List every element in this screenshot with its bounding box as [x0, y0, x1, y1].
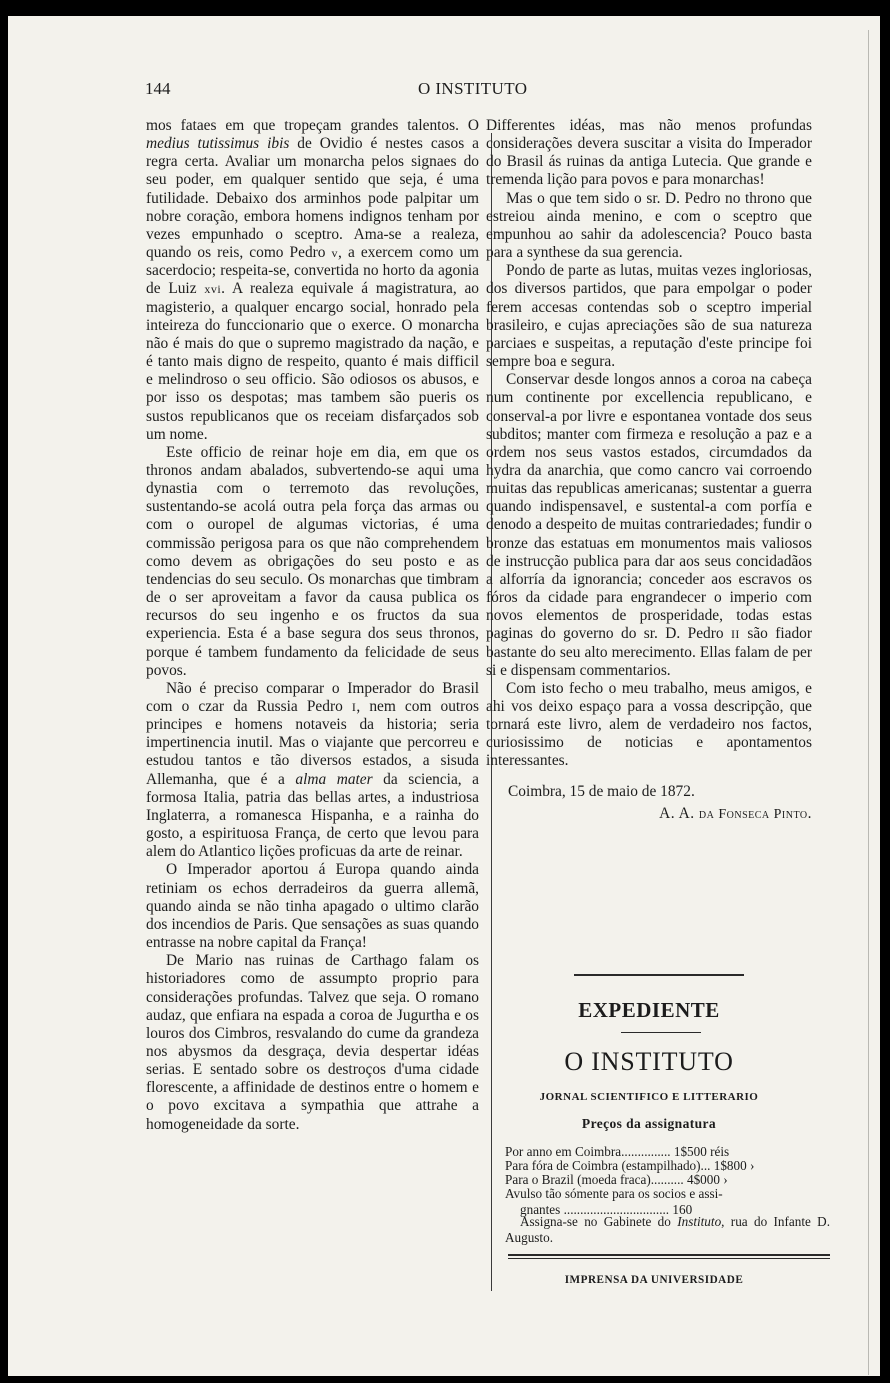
- page-number: 144: [145, 79, 171, 98]
- price-row-avulso-cont: gnantes ................................ 160: [520, 1202, 693, 1217]
- left-paragraph-3: Não é preciso comparar o Imperador do Brasil com o czar da Russia Pedro I, nem com outros principes e homens notaveis da historia; seria impertinencia inutil. Mas o viajante que percorreu e estudou tantos e tão diversos estados, a sisuda Allemanha, que é a alma mater da sciencia, a formosa Italia, patria das bellas artes, a industriosa Inglaterra, a romanesca Hispanha, e a rainha do gosto, a espirituosa França, de certo que levou para alem do Atlantico lições proficuas da arte de reinar.: [146, 679, 479, 861]
- journal-name: O INSTITUTO: [564, 1047, 734, 1076]
- latin-quote: medius tutissimus ibis: [146, 135, 290, 153]
- right-paragraph-4: Conservar desde longos annos a coroa na cabeça num continente por excellencia republicano, e conserval-a por livre e espontanea vontade dos seus subditos; manter com firmeza e resolução a paz e a ordem nos seus vastos estados, circumdados da hydra da anarchia, que como cancro vai corroendo muitas das republicas americanas; sustentar a guerra quando indispensavel, e sustental-a com porfía e denodo a despeito de muitas contrariedades; fundir o bronze das estatuas em monumentos mais valiosos de instrucção publica para dar aos seus concidadãos a alforría da ignorancia; conceder aos escravos os fóros da cidade para engrandecer o imperio com novos elementos de prosperidade, todas estas paginas do governo do sr. D. Pedro II são fiador bastante do seu alto merecimento. Ellas falam de per si e dispensam commentarios.: [486, 371, 812, 679]
- price-row-avulso: Avulso tão sómente para os socios e assi-: [505, 1186, 723, 1201]
- footer-double-rule-bottom: [508, 1258, 830, 1259]
- expediente-heading: EXPEDIENTE: [578, 998, 720, 1022]
- author-signature: A. A. da Fonseca Pinto.: [659, 804, 812, 822]
- section-divider-rule: [574, 974, 744, 976]
- left-paragraph-1: mos fataes em que tropeçam grandes talentos. O medius tutissimus ibis de Ovidio é nestes casos a regra certa. Avaliar um monarcha pelos signaes do seu poder, em qualquer sentido que seja, é uma futilidade. Debaixo dos arminhos pode palpitar um nobre coração, embora homens indignos tenham por vezes empunhado o sceptro. Ama-se a realeza, quando os reis, como Pedro v, a exercem como um sacerdocio; respeita-se, convertida no horto da agonia de Luiz xvi. A realeza equivale á magistratura, ao magisterio, a qualquer encargo social, honrado pela inteireza do funccionario que o exerce. O monarcha não é mais do que o supremo magistrado da nação, e é tanto mais digno de respeito, quanto é mais difficil e melindroso o seu officio. São odiosos os abusos, e por isso os despotas; mas tambem são pueris os sustos republicanos que os receiam disfarçados sob um nome.: [146, 117, 480, 443]
- price-row: Para fóra de Coimbra (estampilhado)... 1$800 ›: [505, 1158, 755, 1173]
- right-text-column: [486, 117, 812, 824]
- footer-double-rule-top: [508, 1254, 830, 1256]
- dateline: Coimbra, 15 de maio de 1872.: [508, 782, 695, 800]
- heading-underline-rule: [621, 1032, 701, 1033]
- subscription-office-note: Assigna-se no Gabinete do Instituto, rua do Infante D. Augusto.: [505, 1214, 831, 1245]
- journal-subtitle: JORNAL SCIENTIFICO E LITTERARIO: [539, 1091, 759, 1103]
- alma-mater-italic: alma mater: [295, 770, 373, 788]
- left-paragraph-2: Este officio de reinar hoje em dia, em que os thronos andam abalados, subvertendo-se aqui uma dynastia com o terremoto das revoluções, sustentando-se acolá outra pela força das armas ou com o ouropel de algumas victorias, é uma commissão perigosa para os que não comprehendem como devem as obrigações do seu posto e as tendencias do seu seculo. Os monarchas que timbram de o ser aproveitam a favor da causa publica os recursos do seu ingenho e os fructos da sua experiencia. Esta é a base segura dos seus thronos, porque é tambem fundamento da felicidade de seus povos.: [146, 443, 479, 679]
- left-text-column: [146, 117, 479, 1134]
- left-paragraph-4: O Imperador aportou á Europa quando ainda retiniam os echos derradeiros da guerra allemã, quando ainda se não tinha apagado o ultimo clarão dos incendios de Paris. Que sensações as suas quando entrasse na nobre capital da França!: [146, 861, 479, 952]
- price-row: Para o Brazil (moeda fraca).......... 4$000 ›: [505, 1172, 728, 1187]
- page-edge-line: [868, 30, 869, 1375]
- right-paragraph-1: Differentes idéas, mas não menos profundas considerações devera suscitar a visita do Imperador do Brasil ás ruinas da antiga Lutecia. Que grande e tremenda lição para povos e para monarchas!: [486, 117, 812, 189]
- right-paragraph-3: Pondo de parte as lutas, muitas vezes ingloriosas, dos diversos partidos, que para empolgar o poder ferem accesas contendas sob o sceptro imperial brasileiro, e cujas apreciações são de sua natureza parciaes e suspeitas, a reputação d'este principe foi sempre boa e segura.: [486, 262, 812, 371]
- left-paragraph-5: De Mario nas ruinas de Carthago falam os historiadores como de assumpto proprio para considerações profundas. Talvez que seja. O romano audaz, que enfiara na espada a coroa de Jugurtha e os louros dos Cimbros, resvalando do cume da grandeza nos abysmos da desgraça, devia despertar idéas serias. E sentado sobre os destroços d'uma cidade florescente, a affinidade de destinos entre o homem e o povo excitava a sympathia que attrahe a homogeneidade da sorte.: [146, 952, 479, 1133]
- right-paragraph-2: Mas o que tem sido o sr. D. Pedro no throno que estreiou ainda menino, e com o sceptro que empunhou ao sahir da adolescencia? Pouco basta para a synthese da sua gerencia.: [486, 189, 812, 262]
- right-paragraph-5: Com isto fecho o meu trabalho, meus amigos, e ahi vos deixo espaço para a vossa descripção, que tornará este livro, alem de verdadeiro nos factos, curiosissimo de noticias e apontamentos interessantes.: [486, 679, 812, 770]
- prices-heading: Preços da assignatura: [581, 1116, 717, 1131]
- running-title: O INSTITUTO: [418, 79, 528, 98]
- printer-imprint: IMPRENSA DA UNIVERSIDADE: [564, 1274, 744, 1286]
- page-sheet: [8, 16, 880, 1376]
- price-row: Por anno em Coimbra............... 1$500 réis: [505, 1144, 730, 1159]
